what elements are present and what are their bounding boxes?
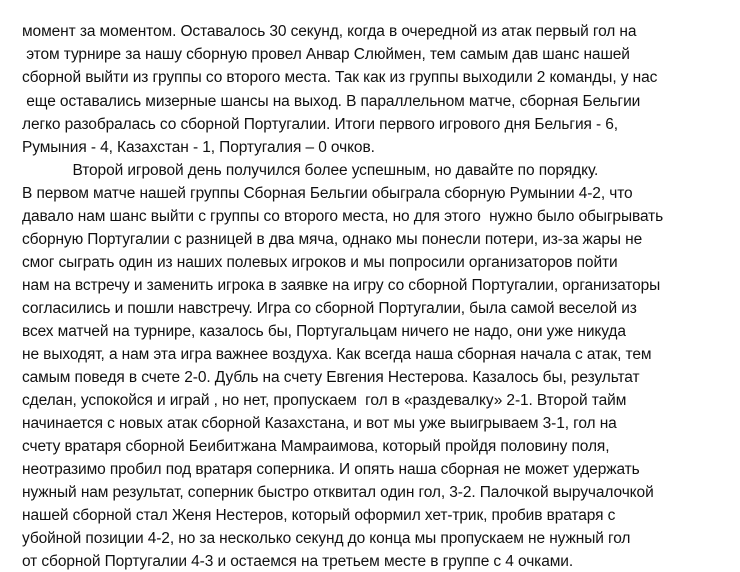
text-line: Второй игровой день получился более успешным, но давайте по порядку. [22,162,599,179]
text-line: В первом матче нашей группы Сборная Бельгии обыграла сборную Румынии 4-2, что [22,185,633,202]
text-line: самым поведя в счете 2-0. Дубль на счету Евгения Нестерова. Казалось бы, результат [22,369,640,386]
text-line: не выходят, а нам эта игра важнее воздуха. Как всегда наша сборная начала с атак, тем [22,346,652,363]
text-line: сборную Португалии с разницей в два мяча, однако мы понесли потери, из-за жары не [22,231,643,248]
text-line: сделан, успокойся и играй , но нет, пропускаем гол в «раздевалку» 2-1. Второй тайм [22,392,627,409]
text-line: от сборной Португалии 4-3 и остаемся на третьем месте в группе с 4 очками. [22,553,574,570]
text-line: момент за моментом. Оставалось 30 секунд, когда в очередной из атак первый гол на [22,23,637,40]
text-line: счету вратаря сборной Беибитжана Мамраимова, который пройдя половину поля, [22,438,610,455]
text-line: нам на встречу и заменить игрока в заявке на игру со сборной Португалии, организаторы [22,277,661,294]
text-line: смог сыграть один из наших полевых игроков и мы попросили организаторов пойти [22,254,618,271]
text-line: сборной выйти из группы со второго места. Так как из группы выходили 2 команды, у нас [22,69,658,86]
text-line: Румыния - 4, Казахстан - 1, Португалия – 0 очков. [22,139,375,156]
text-line: всех матчей на турнире, казалось бы, Португальцам ничего не надо, они уже никуда [22,323,626,340]
text-line: согласились и пошли навстречу. Игра со сборной Португалии, была самой веселой из [22,300,637,317]
text-line: давало нам шанс выйти с группы со второго места, но для этого нужно было обыгрывать [22,208,664,225]
text-line: начинается с новых атак сборной Казахстана, и вот мы уже выигрываем 3-1, гол на [22,415,617,432]
text-line: нужный нам результат, соперник быстро отквитал один гол, 3-2. Палочкой выручалочкой [22,484,654,501]
text-line: убойной позиции 4-2, но за несколько секунд до конца мы пропускаем не нужный гол [22,530,631,547]
text-line: легко разобралась со сборной Португалии. Итоги первого игрового дня Бельгия - 6, [22,116,619,133]
text-line: еще оставались мизерные шансы на выход. В параллельном матче, сборная Бельгии [22,93,641,110]
text-line: нашей сборной стал Женя Нестеров, который оформил хет-трик, пробив вратаря с [22,507,616,524]
text-line: этом турнире за нашу сборную провел Анвар Слюймен, тем самым дав шанс нашей [22,46,630,63]
text-line: неотразимо пробил под вратаря соперника. И опять наша сборная не может удержать [22,461,640,478]
